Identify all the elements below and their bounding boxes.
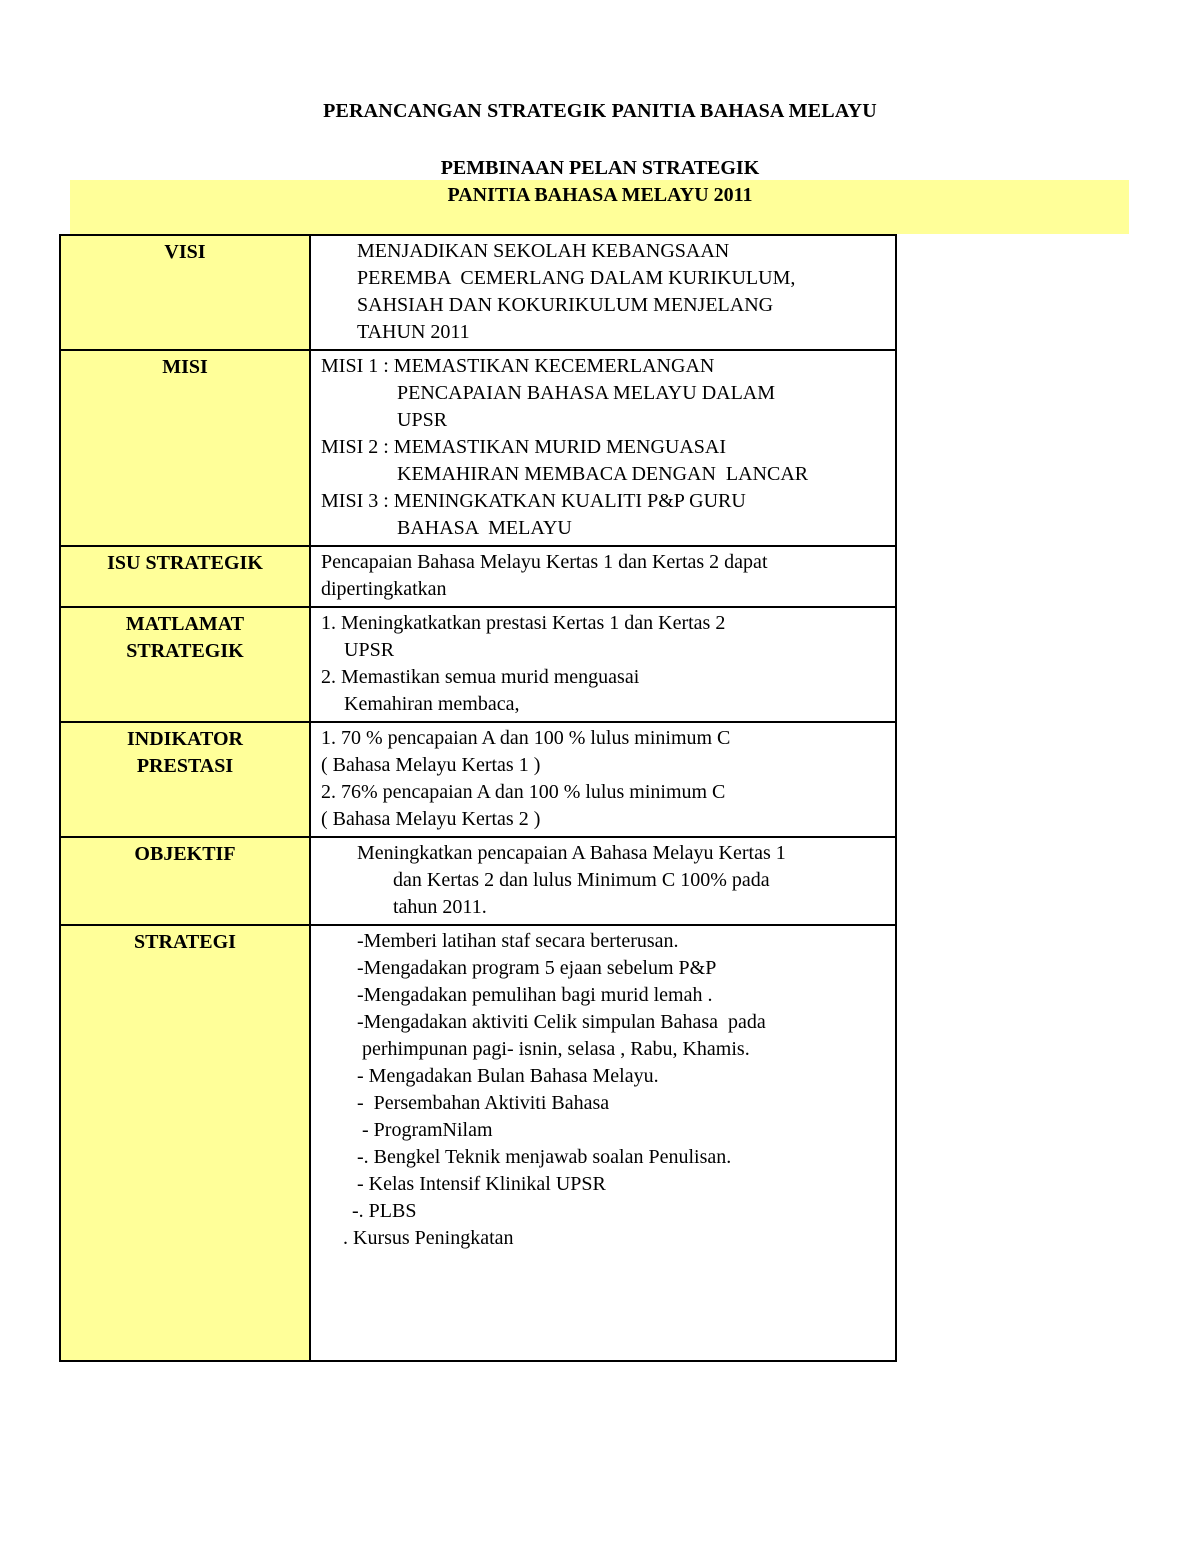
misi-line: PENCAPAIAN BAHASA MELAYU DALAM [397,382,776,404]
strategi-line: - Mengadakan Bulan Bahasa Melayu. [357,1065,659,1087]
strategi-line: -Mengadakan aktiviti Celik simpulan Bahasa pada [357,1011,766,1033]
table-row-strategi [60,925,896,1361]
content-strategi [310,925,896,1361]
objektif-line: Meningkatkan pencapaian A Bahasa Melayu Kertas 1 [357,842,786,864]
visi-line: TAHUN 2011 [357,321,470,343]
strategi-line: -. Bengkel Teknik menjawab soalan Penulisan. [357,1146,732,1168]
visi-line: SAHSIAH DAN KOKURIKULUM MENJELANG [357,294,774,316]
misi-line: UPSR [397,409,448,431]
strategi-line: . Kursus Peningkatan [343,1227,514,1249]
indikator-line: ( Bahasa Melayu Kertas 1 ) [321,754,541,776]
misi-line: MISI 2 : MEMASTIKAN MURID MENGUASAI [321,436,727,458]
strategic-plan-table [59,234,897,1362]
label-line: INDIKATOR [127,728,243,750]
strategi-line: -. PLBS [352,1200,417,1222]
strategi-line: - Kelas Intensif Klinikal UPSR [357,1173,606,1195]
label-strategi: STRATEGI [60,925,310,1361]
misi-line: BAHASA MELAYU [397,517,572,539]
strategi-line: -Mengadakan pemulihan bagi murid lemah . [357,984,713,1006]
matlamat-line: 2. Memastikan semua murid menguasai [321,666,640,688]
label-visi: VISI [60,235,310,350]
table-row-misi [60,350,896,546]
strategi-line: -Mengadakan program 5 ejaan sebelum P&P [357,957,717,979]
matlamat-line: 1. Meningkatkatkan prestasi Kertas 1 dan Kertas 2 [321,612,726,634]
table-row-visi [60,235,896,350]
content-matlamat-strategik [310,607,896,722]
strategi-line: - Persembahan Aktiviti Bahasa [357,1092,610,1114]
visi-line: PEREMBA CEMERLANG DALAM KURIKULUM, [357,267,796,289]
label-misi: MISI [60,350,310,546]
strategi-line: - ProgramNilam [357,1119,493,1141]
label-line: MATLAMAT [125,613,245,635]
isu-line: Pencapaian Bahasa Melayu Kertas 1 dan Kertas 2 dapat [321,551,768,573]
indikator-line: ( Bahasa Melayu Kertas 2 ) [321,808,541,830]
content-visi [310,235,896,350]
label-indikator-prestasi [60,722,310,837]
content-indikator-prestasi [310,722,896,837]
content-misi [310,350,896,546]
indikator-line: 1. 70 % pencapaian A dan 100 % lulus minimum C [321,727,731,749]
label-line: STRATEGIK [126,640,244,662]
label-matlamat-strategik [60,607,310,722]
label-line: PRESTASI [136,755,234,777]
isu-line: dipertingkatkan [321,578,447,600]
table-row-matlamat-strategik [60,607,896,722]
indikator-line: 2. 76% pencapaian A dan 100 % lulus minimum C [321,781,726,803]
table-row-indikator-prestasi [60,722,896,837]
misi-line: KEMAHIRAN MEMBACA DENGAN LANCAR [397,463,809,485]
matlamat-line: UPSR [344,639,395,661]
strategi-line: perhimpunan pagi- isnin, selasa , Rabu, Khamis. [357,1038,750,1060]
matlamat-line: Kemahiran membaca, [344,693,520,715]
table-row-objektif [60,837,896,925]
misi-line: MISI 3 : MENINGKATKAN KUALITI P&P GURU [321,490,746,512]
visi-line: MENJADIKAN SEKOLAH KEBANGSAAN [357,240,730,262]
document-subtitle-2: PANITIA BAHASA MELAYU 2011 [447,184,753,206]
strategi-line: -Memberi latihan staf secara berterusan. [357,930,679,952]
document-subtitle-1: PEMBINAAN PELAN STRATEGIK [440,157,760,179]
misi-line: MISI 1 : MEMASTIKAN KECEMERLANGAN [321,355,715,377]
table-row-isu-strategik [60,546,896,607]
label-isu-strategik: ISU STRATEGIK [60,546,310,607]
content-isu-strategik [310,546,896,607]
objektif-line: tahun 2011. [393,896,487,918]
label-objektif: OBJEKTIF [60,837,310,925]
objektif-line: dan Kertas 2 dan lulus Minimum C 100% pada [393,869,770,891]
content-objektif [310,837,896,925]
document-title: PERANCANGAN STRATEGIK PANITIA BAHASA MELAYU [323,100,877,122]
